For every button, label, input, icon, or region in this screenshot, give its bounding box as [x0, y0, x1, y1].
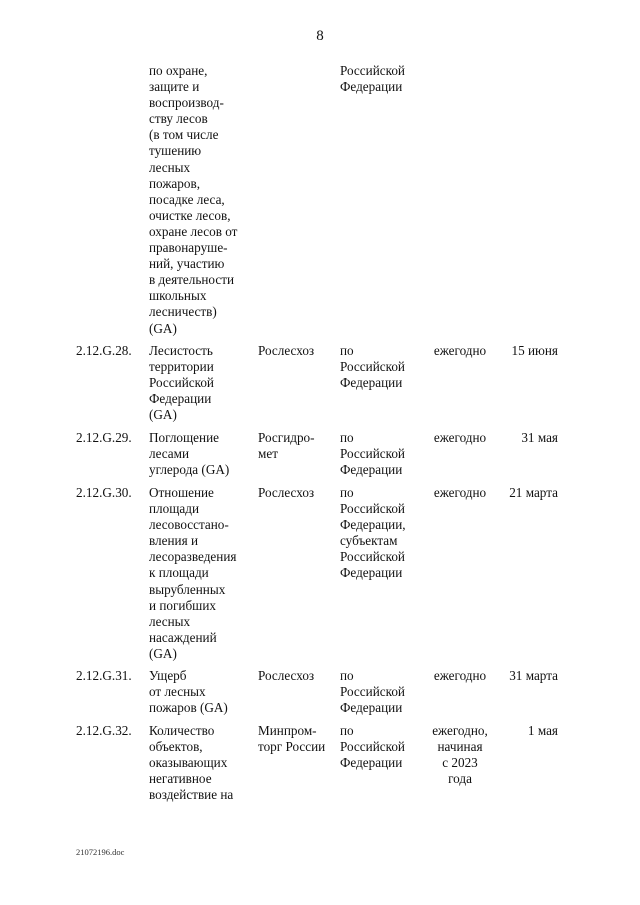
indicator-code: 2.12.G.28. — [76, 343, 132, 358]
indicator-name: Отношение площади лесовосстано- вления и лесоразведения к площади вырубленных и погибших лесных насаждений (GA) — [149, 485, 237, 661]
responsible-agency: Рослесхоз — [258, 485, 315, 500]
page-number: 8 — [316, 28, 324, 44]
scope: по Российской Федерации — [340, 723, 405, 771]
indicator-name: по охране, защите и воспроизвод- ству лесов (в том числе тушению лесных пожаров, посадке леса, очистке лесов, охране лесов от правонаруше- ний, участию в деятельности школьных лесничеств) (GA) — [149, 63, 238, 336]
responsible-agency: Рослесхоз — [258, 668, 315, 683]
deadline: 31 мая — [521, 430, 558, 445]
periodicity: ежегодно — [433, 485, 487, 500]
indicator-code: 2.12.G.32. — [76, 723, 132, 738]
deadline: 21 марта — [509, 485, 558, 500]
periodicity: ежегодно — [433, 430, 487, 445]
deadline: 15 июня — [511, 343, 558, 358]
indicator-name: Поглощение лесами углерода (GA) — [149, 430, 230, 478]
indicator-code: 2.12.G.31. — [76, 668, 132, 683]
indicator-name: Ущерб от лесных пожаров (GA) — [149, 668, 228, 716]
responsible-agency: Минпром- торг России — [258, 723, 326, 755]
scope: Российской Федерации — [340, 63, 405, 95]
document-filename: 21072196.doc — [76, 847, 125, 857]
scope: по Российской Федерации — [340, 668, 405, 716]
deadline: 1 мая — [527, 723, 558, 738]
scope: по Российской Федерации — [340, 430, 405, 478]
periodicity: ежегодно, начиная с 2023 года — [432, 723, 488, 787]
indicator-name: Лесистость территории Российской Федерации (GA) — [149, 343, 214, 423]
responsible-agency: Росгидро- мет — [258, 430, 315, 462]
deadline: 31 марта — [509, 668, 558, 683]
responsible-agency: Рослесхоз — [258, 343, 315, 358]
scope: по Российской Федерации, субъектам Российской Федерации — [340, 485, 406, 581]
periodicity: ежегодно — [433, 343, 487, 358]
periodicity: ежегодно — [433, 668, 487, 683]
scope: по Российской Федерации — [340, 343, 405, 391]
indicator-code: 2.12.G.30. — [76, 485, 132, 500]
indicator-code: 2.12.G.29. — [76, 430, 132, 445]
indicator-name: Количество объектов, оказывающих негативное воздействие на — [149, 723, 234, 803]
